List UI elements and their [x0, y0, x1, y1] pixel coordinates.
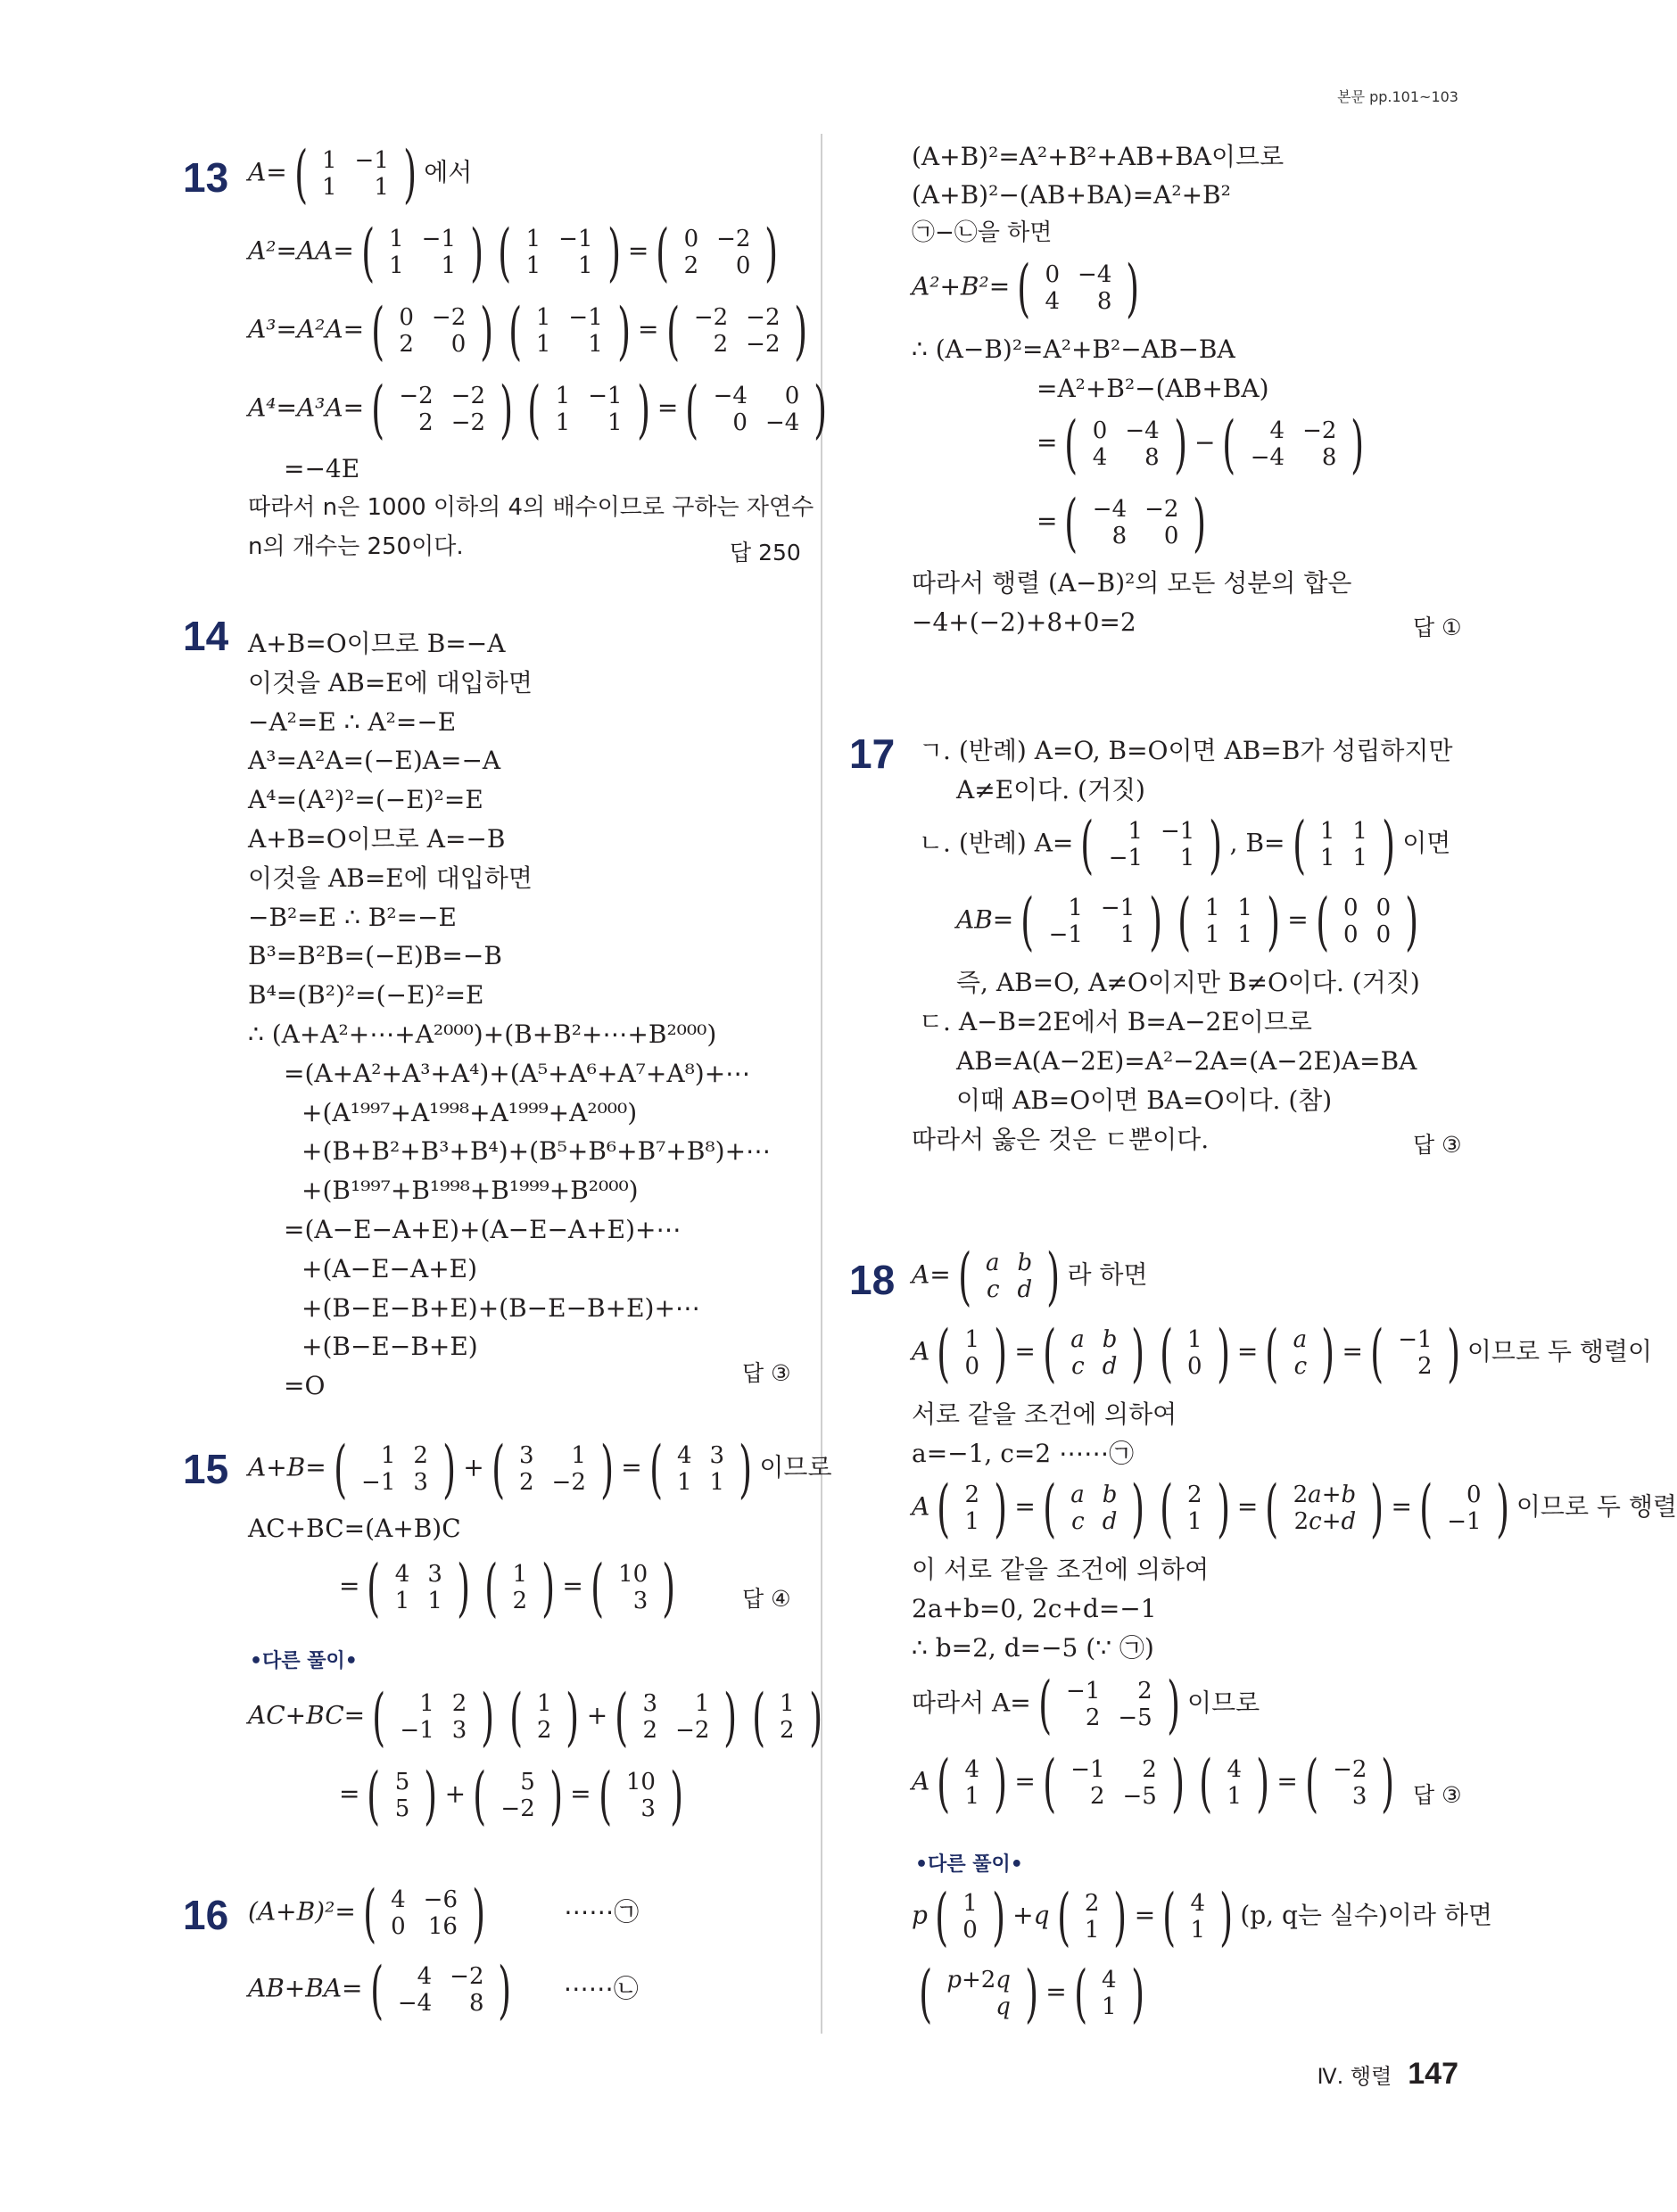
p14-line: A³=A²A=(−E)A=−A [248, 746, 501, 776]
p15-alt-solution-label: •다른 풀이• [250, 1650, 358, 1672]
p16-r-line-9: 따라서 행렬 (A−B)²의 모든 성분의 합은 [912, 568, 1352, 598]
p18-line-4: a=−1, c=2 ⋯⋯㉠ [912, 1439, 1135, 1468]
p16-answer: 답 ① [1413, 615, 1462, 640]
p14-line: =O [284, 1371, 326, 1401]
footer-chapter: Ⅳ. 행렬 [1317, 2064, 1392, 2089]
p18-line-7: 2a+b=0, 2c+d=−1 [912, 1594, 1157, 1623]
p16-r-line-5: ∴ (A−B)²=A²+B²−AB−BA [912, 334, 1235, 364]
p17-line-1: ㄱ. (반례) A=O, B=O이면 AB=B가 성립하지만 [919, 736, 1453, 765]
p17-line-3: ㄴ. (반례) A= ( 1 −1 −1 1 ) , B= ( 1 1 1 1 ) 이면 [919, 808, 1451, 881]
p15-line-1: A+B= ( 1 2 −1 3 ) + ( 3 1 2 −2 ) = ( 4 3 1 1 ) 이므로 [248, 1432, 832, 1506]
problem-number-13: 13 [183, 154, 229, 201]
p14-line: 이것을 AB=E에 대입하면 [248, 667, 533, 697]
p16-r-line-1: (A+B)²=A²+B²+AB+BA이므로 [912, 142, 1285, 171]
problem-number-18: 18 [849, 1257, 896, 1303]
p14-line: +(B−E−B+E) [302, 1332, 478, 1362]
p18-line-8: ∴ b=2, d=−5 (∵ ㉠) [912, 1633, 1154, 1663]
p16-r-line-6: =A²+B²−(AB+BA) [1037, 374, 1269, 403]
p18-line-10: A ( 4 1 ) = ( −1 2 2 −5 ) ( 4 1 ) = ( −2 3 ) [912, 1746, 1395, 1820]
p16-r-line-3: ㉠−㉡을 하면 [912, 219, 1053, 246]
p13-line-4: A⁴=A³A= ( −2 −2 2 −2 ) ( 1 −1 1 1 ) = ( −4 0 0 −4 ) [248, 373, 828, 446]
p16-line-1: (A+B)²= ( 4 −6 0 16 ) ⋯⋯㉠ [248, 1877, 640, 1950]
p14-line: A+B=O이므로 B=−A [248, 629, 506, 658]
p15-line-4: AC+BC= ( 1 2 −1 3 ) ( 1 2 ) + ( 3 1 2 −2 ) ( 1 2 ) [248, 1680, 822, 1754]
p17-line-4: AB= ( 1 −1 −1 1 ) ( 1 1 1 1 ) = ( 0 0 0 0 ) [956, 885, 1419, 958]
p14-line: +(B¹⁹⁹⁷+B¹⁹⁹⁸+B¹⁹⁹⁹+B²⁰⁰⁰) [302, 1176, 639, 1206]
p18-line-1: A= ( a b c d ) 라 하면 [912, 1240, 1148, 1313]
p16-r-line-4: A²+B²= ( 0 −4 4 8 ) [912, 252, 1140, 325]
p17-line-9: 따라서 옳은 것은 ㄷ뿐이다. [912, 1125, 1210, 1154]
p14-line: B⁴=(B²)²=(−E)²=E [248, 980, 484, 1011]
p14-line: +(B+B²+B³+B⁴)+(B⁵+B⁶+B⁷+B⁸)+⋯ [302, 1136, 772, 1167]
p14-line: B³=B²B=(−E)B=−B [248, 941, 502, 971]
p14-line: 이것을 AB=E에 대입하면 [248, 863, 533, 893]
p14-line: =(A−E−A+E)+(A−E−A+E)+⋯ [284, 1215, 682, 1244]
p13-line-2: A²=AA= ( 1 −1 1 1 ) ( 1 −1 1 1 ) = ( 0 −2 2 0 ) [248, 216, 779, 289]
p18-line-3: 서로 같을 조건에 의하여 [912, 1399, 1177, 1429]
p15-line-5: = ( 5 5 ) + ( 5 −2 ) = ( 10 3 ) [339, 1759, 684, 1832]
p17-answer: 답 ③ [1413, 1132, 1462, 1158]
p14-line: −B²=E ∴ B²=−E [248, 902, 457, 932]
p18-answer: 답 ③ [1413, 1782, 1462, 1808]
page-header: 본문 pp.101~103 [1337, 88, 1458, 105]
p18-line-9: 따라서 A= ( −1 2 2 −5 ) 이므로 [912, 1668, 1260, 1741]
p14-line: +(A¹⁹⁹⁷+A¹⁹⁹⁸+A¹⁹⁹⁹+A²⁰⁰⁰) [302, 1097, 638, 1127]
p15-line-2: AC+BC=(A+B)C [248, 1514, 461, 1543]
p14-line: A⁴=(A²)²=(−E)²=E [248, 785, 483, 815]
p18-alt-solution-label: •다른 풀이• [915, 1853, 1023, 1876]
p17-line-6: ㄷ. A−B=2E에서 B=A−2E이므로 [919, 1007, 1312, 1036]
p14-line: =(A+A²+A³+A⁴)+(A⁵+A⁶+A⁷+A⁸)+⋯ [284, 1058, 751, 1088]
p13-line-5: =−4E [284, 454, 360, 483]
p18-line-11: p ( 1 0 ) +q ( 2 1 ) = ( 4 1 ) (p, q는 실수)이라 하면 [912, 1880, 1492, 1953]
p17-line-2: A≠E이다. (거짓) [956, 775, 1145, 805]
problem-number-17: 17 [849, 730, 896, 777]
p13-line-7: n의 개수는 250이다. [248, 533, 464, 560]
problem-number-15: 15 [183, 1446, 229, 1492]
problem-number-14: 14 [183, 613, 229, 659]
p14-line: A+B=O이므로 A=−B [248, 824, 506, 854]
p16-r-line-7: = ( 0 −4 4 8 ) − ( 4 −2 −4 8 ) [1037, 408, 1365, 481]
p18-line-2: A ( 1 0 ) = ( a b c d ) ( 1 0 ) = ( a c ) = ( −1 2 ) 이므로 두 행렬이 [912, 1316, 1653, 1390]
p17-line-7: AB=A(A−2E)=A²−2A=(A−2E)A=BA [956, 1046, 1417, 1076]
p17-line-8: 이때 AB=O이면 BA=O이다. (참) [956, 1085, 1333, 1115]
p18-line-5: A ( 2 1 ) = ( a b c d ) ( 2 1 ) = ( 2a+b 2c+d ) = ( 0 −1 ) 이므로 두 행렬 [912, 1472, 1677, 1545]
p13-answer: 답 250 [730, 540, 801, 565]
p14-line: +(A−E−A+E) [302, 1253, 478, 1283]
p18-line-6: 이 서로 같을 조건에 의하여 [912, 1555, 1210, 1584]
p15-answer: 답 ④ [742, 1586, 791, 1612]
p16-r-line-2: (A+B)²−(AB+BA)=A²+B² [912, 180, 1231, 210]
p17-line-5: 즉, AB=O, A≠O이지만 B≠O이다. (거짓) [956, 968, 1420, 997]
p13-line-3: A³=A²A= ( 0 −2 2 0 ) ( 1 −1 1 1 ) = ( −2 −2 2 −2 ) [248, 294, 808, 367]
p14-line: +(B−E−B+E)+(B−E−B+E)+⋯ [302, 1292, 700, 1323]
p14-answer: 답 ③ [742, 1360, 791, 1386]
p13-line-1: A= ( 1 −1 1 1 ) 에서 [248, 137, 473, 210]
page-footer [1317, 2057, 1458, 2092]
p16-r-line-10: −4+(−2)+8+0=2 [912, 607, 1136, 637]
p14-line: ∴ (A+A²+⋯+A²⁰⁰⁰)+(B+B²+⋯+B²⁰⁰⁰) [248, 1019, 717, 1049]
p15-line-3: = ( 4 3 1 1 ) ( 1 2 ) = ( 10 3 ) [339, 1551, 676, 1624]
p14-line: −A²=E ∴ A²=−E [248, 706, 457, 737]
p13-line-6: 따라서 n은 1000 이하의 4의 배수이므로 구하는 자연수 [248, 494, 814, 521]
p16-line-2: AB+BA= ( 4 −2 −4 8 ) ⋯⋯㉡ [248, 1953, 639, 2026]
p18-line-12: ( p+2q q ) = ( 4 1 ) [919, 1957, 1144, 2030]
problem-number-16: 16 [183, 1892, 229, 1938]
p16-r-line-8: = ( −4 −2 8 0 ) [1037, 486, 1207, 559]
page-number: 147 [1408, 2057, 1458, 2091]
